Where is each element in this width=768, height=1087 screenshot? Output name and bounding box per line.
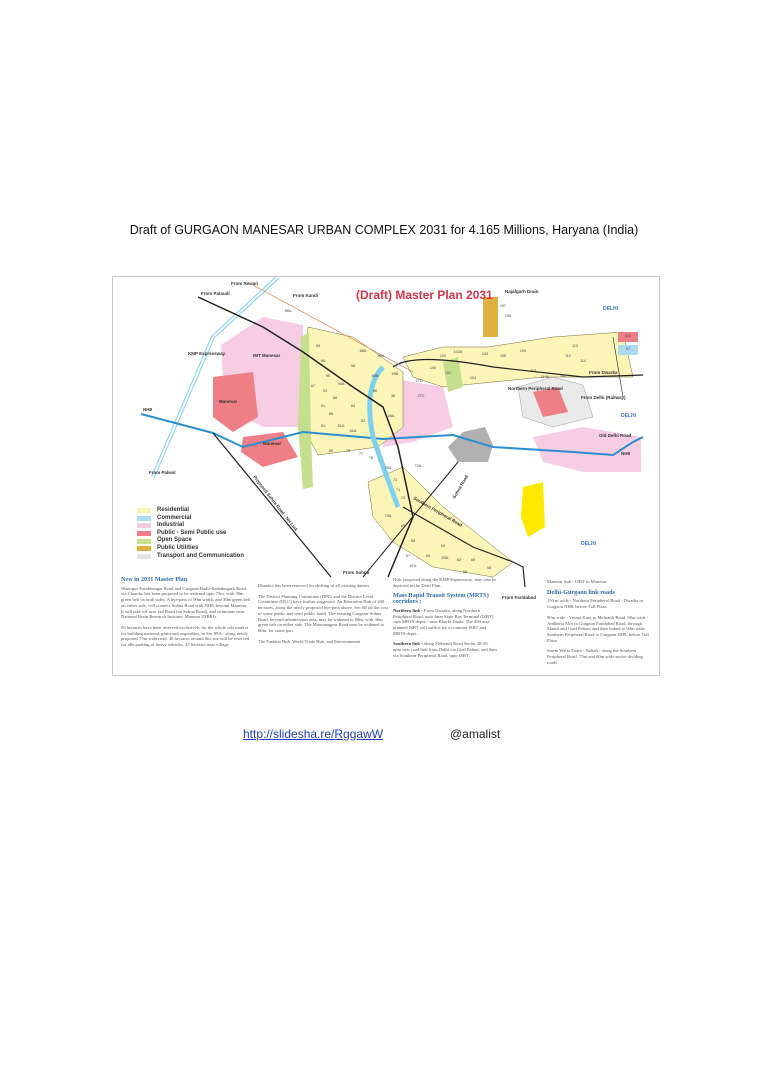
legend-label: Transport and Communication bbox=[157, 552, 245, 559]
document-title: Draft of GURGAON MANESAR URBAN COMPLEX 2031 for 4.165 Millions, Haryana (India) bbox=[129, 223, 639, 237]
label-from-sohna: From Sohna bbox=[343, 570, 370, 575]
sector-number: 114 bbox=[579, 359, 587, 363]
legend-label: Residential bbox=[157, 507, 190, 513]
sector-number: 62 bbox=[456, 558, 462, 562]
label-imt: IMT Manesar bbox=[253, 353, 281, 358]
sector-number: 88 bbox=[332, 396, 338, 400]
notes-paragraph: Hub, proposed along the KMP Expressway, may also be depicted in the Draft Plan. bbox=[393, 577, 497, 588]
sector-number: 70A bbox=[384, 514, 392, 518]
sector-number: 109 bbox=[519, 349, 527, 353]
notes-column-4 bbox=[547, 579, 653, 670]
sector-number: 87 bbox=[310, 384, 316, 388]
label-delhi: DELHI bbox=[581, 541, 596, 547]
sector-number: 59 bbox=[462, 570, 468, 574]
sector-number: 37D bbox=[415, 379, 423, 383]
legend-label: Commercial bbox=[157, 514, 192, 521]
sector-number: 101 bbox=[444, 371, 452, 375]
slideshare-link[interactable]: http://slidesha.re/RggawW bbox=[243, 727, 384, 741]
sector-number: 76 bbox=[368, 456, 374, 460]
sector-number: 69 bbox=[400, 524, 406, 528]
sector-number: 81 bbox=[320, 424, 326, 428]
link-roads-heading: Delhi-Gurgaon link roads bbox=[547, 588, 615, 596]
sector-number: 67A bbox=[409, 564, 417, 568]
label-from-palwal: From Palwal bbox=[149, 470, 176, 475]
sector-number: 110 bbox=[529, 369, 537, 373]
sector-number: 72 bbox=[400, 496, 406, 500]
sector-number: 83 bbox=[360, 419, 366, 423]
notes-paragraph: Storm Water Drain - Nallah - along the Southern Peripheral Road. 75m and 60m wide sector dividing roads bbox=[547, 648, 643, 665]
notes-column-3 bbox=[393, 577, 497, 663]
sector-number: 95 bbox=[325, 374, 331, 378]
sector-number: 58 bbox=[486, 566, 492, 570]
label-from-dwarka: From Dwarka bbox=[589, 370, 618, 375]
sector-number: 102 bbox=[439, 354, 447, 358]
label-delhi: DELHI bbox=[603, 306, 618, 312]
sector-number: 72A bbox=[414, 464, 422, 468]
sector-number: 36A bbox=[387, 414, 395, 418]
sector-number: 113 bbox=[571, 344, 579, 348]
sector-number: 67 bbox=[405, 554, 411, 558]
sector-number: 91 bbox=[320, 404, 326, 408]
sector-number: 95A bbox=[337, 382, 345, 386]
sector-number: 98 bbox=[350, 364, 356, 368]
mrts-heading: Mass Rapid Transit System (MRTS) corridors : bbox=[393, 592, 489, 606]
legend-item bbox=[137, 553, 244, 561]
label-nh8-east: NH8 bbox=[621, 451, 631, 456]
label-from-pataudi: From Pataudi bbox=[201, 291, 230, 296]
notes-paragraph: Manesar link - ISBT to Manesar bbox=[547, 579, 607, 584]
legend-swatch bbox=[137, 523, 151, 528]
sector-number: 115 bbox=[624, 334, 632, 338]
notes-paragraph: 150 m wide - Northern Peripheral Road - Dwarka to Gurgaon NH8, before Toll Plaza bbox=[547, 598, 644, 610]
sector-number: 75A bbox=[384, 466, 392, 470]
legend-label: Industrial bbox=[157, 522, 185, 529]
sector-number: 81A bbox=[337, 424, 345, 428]
northern-link-text: - From Dwarka, along Northern Peripheral Road, upto Inter State Bus Terminal (ISBT) cum MRTS depot - near Kherki Daula. The 400 acre planned ISBT will suffice for a common ISBT and MRTS depot. bbox=[393, 607, 494, 636]
sector-number: 111 bbox=[560, 374, 566, 378]
label-from-delhi-rail: From Delhi (Railway) bbox=[581, 395, 626, 400]
legend-label: Public Utilities bbox=[157, 544, 199, 551]
label-from-kandi: From Kandi bbox=[293, 293, 319, 298]
label-from-faridabad: From Faridabad bbox=[502, 595, 537, 600]
label-sohna-road: Sohna Road bbox=[451, 474, 469, 500]
sector-number: 108 bbox=[504, 314, 512, 318]
label-old-delhi-road: Old Delhi Road bbox=[599, 433, 632, 438]
sector-number: 73 bbox=[392, 478, 398, 482]
legend-item bbox=[137, 537, 244, 545]
sector-number: 88B bbox=[371, 374, 379, 378]
utilities-zone bbox=[483, 297, 498, 337]
notes-paragraph: The District Planning Committee (DPC) and the District Level Committee (DLC) have further suggested: An Education Hub of 200 hectares, along the newly proposed bye-pass above. Sec 68 (at the cost of some public and semi public land). The existing Gurgaon-Sohna Road, beyond urbanization area, may be widened to 60m, with 30m green belt on either side. The Mauranagpur Road may be widened to 60m, for some part. bbox=[258, 593, 388, 633]
master-plan-map bbox=[112, 276, 660, 676]
legend-swatch bbox=[137, 508, 151, 513]
notes-paragraph: Dhankot has been reserved for shifting of all existing dairies. bbox=[258, 583, 371, 588]
sector-number: 92 bbox=[322, 389, 328, 393]
notes-paragraph: 50 hectares have been reserved exclusively for the whole sale market for building material, grain and vegetables, in Sec 99A - along newly proposed 75m wide road. 40 hectares around this site will be reserved for idle parking of heavy vehicles. 45 hectares near village bbox=[121, 624, 250, 648]
sector-number: 104 bbox=[469, 376, 477, 380]
notes-column-1 bbox=[121, 577, 251, 653]
legend-item bbox=[137, 522, 244, 530]
label-najafgarh: Najafgarh Drain bbox=[505, 289, 539, 294]
legend-swatch bbox=[137, 531, 151, 536]
sector-number: 97 bbox=[625, 347, 631, 351]
notes-paragraph: Wazirpur-Farukhnagar Road and Gurgaon-Badli-Bahadurgarh Road, via Chandu, has been proposed to be widened upto 75m, with 30m green belt on both sides. A bye-pass of 90m width, and 30m green belt on either side, will connect Sohna Road with NH8, beyond Manesar. It will take off near Jail Road (on Sohna Road), and culminate near National Brain Research Institute, Manesar (NBRI). bbox=[121, 585, 251, 620]
sector-number: 99B bbox=[391, 372, 399, 376]
sector-number: 86A bbox=[284, 309, 292, 313]
sector-number: 112 bbox=[564, 354, 572, 358]
legend-swatch bbox=[137, 554, 151, 559]
label-southern-peripheral: Southern Peripheral Road bbox=[412, 495, 464, 528]
sector-number: 80 bbox=[328, 449, 334, 453]
legend-item bbox=[137, 530, 244, 538]
sector-number: 64 bbox=[425, 554, 431, 558]
legend-item bbox=[137, 515, 244, 523]
legend-item bbox=[137, 545, 244, 553]
label-manesar: Manesar bbox=[219, 399, 238, 404]
sector-number: 37C bbox=[417, 394, 425, 398]
label-proposed-sohna: Proposed Sohna Road - NH Link bbox=[252, 474, 299, 533]
sector-number: 65 bbox=[470, 558, 476, 562]
sector-number: 106 bbox=[499, 354, 507, 358]
yellow-zone bbox=[521, 482, 545, 537]
sector-number: 84 bbox=[350, 404, 356, 408]
sector-number: 82A bbox=[349, 429, 357, 433]
sector-number: 63 bbox=[440, 544, 446, 548]
legend-swatch bbox=[137, 539, 151, 544]
sector-number: 86 bbox=[372, 389, 378, 393]
sector-number: 110A bbox=[540, 375, 550, 379]
public-zone-manesar-south bbox=[241, 432, 298, 467]
southern-link-title: Southern link bbox=[393, 641, 420, 647]
legend-label: Public - Semi Public use bbox=[157, 529, 227, 536]
sector-number: 78 bbox=[345, 449, 351, 453]
label-northern-peripheral: Northern Peripheral Road bbox=[508, 386, 563, 391]
map-legend bbox=[137, 507, 244, 560]
sector-number: 96 bbox=[320, 359, 326, 363]
southern-link-text: - along Mehrauli Road Sector 28-29, upto new road link from Delhi via Gual Pahari, and then via Southern Peripheral Road, upto ISBT. bbox=[393, 641, 497, 658]
label-from-rewari: From Rewari bbox=[231, 281, 259, 286]
notes-heading: New in 2031 Master Plan bbox=[121, 576, 188, 583]
northern-link-title: Northern link bbox=[393, 607, 421, 613]
label-nh8-west: NH8 bbox=[143, 407, 153, 412]
sector-number: 103 bbox=[481, 352, 489, 356]
sector-number: 99 bbox=[315, 344, 321, 348]
sector-number: 36 bbox=[390, 394, 396, 398]
notes-column-2 bbox=[258, 583, 388, 649]
sector-number: 88A bbox=[359, 349, 367, 353]
sector-number: 68 bbox=[410, 539, 416, 543]
notes-paragraph: The Fashion Hub, World Trade Hub, and Entertainment bbox=[258, 638, 361, 644]
legend-label: Open Space bbox=[157, 537, 192, 544]
sector-number: 89 bbox=[328, 412, 334, 416]
sector-number: 100 bbox=[429, 366, 437, 370]
label-delhi: DELHI bbox=[621, 413, 636, 419]
map-title: (Draft) Master Plan 2031 bbox=[356, 288, 493, 302]
author-handle: @amalist bbox=[450, 727, 501, 741]
legend-item bbox=[137, 507, 244, 515]
sector-number: 63A bbox=[441, 556, 449, 560]
sector-number: 107 bbox=[499, 304, 507, 308]
sector-number: 71 bbox=[395, 488, 401, 492]
sector-number: 102A bbox=[453, 350, 463, 354]
label-manesar-2: Manesar bbox=[263, 441, 282, 446]
legend-swatch bbox=[137, 546, 151, 551]
sector-number: 77 bbox=[358, 452, 364, 456]
notes-paragraph: 90m wide - Vasant Kunj to Mehrauli Road. 90m wide - Andheria Mor to Gurgaon Faridabad Road, through Mandi and Gual Pahari; and then linked to 90m wide Southern Peripheral Road to Gurgaon NH8, before Toll Plaza bbox=[547, 614, 649, 643]
sector-number: 99A bbox=[377, 354, 385, 358]
legend-swatch bbox=[137, 516, 151, 521]
label-kmp: KMP Expressway bbox=[188, 351, 226, 356]
